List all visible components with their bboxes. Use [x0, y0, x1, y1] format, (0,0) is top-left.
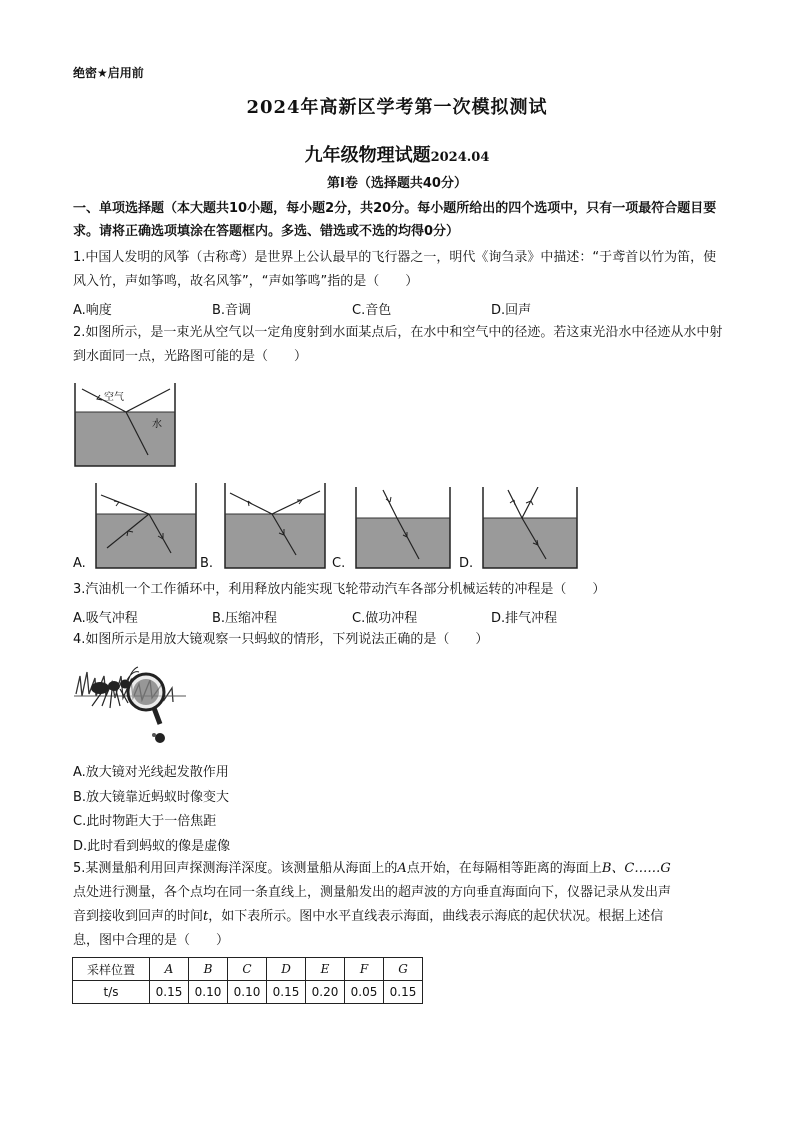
question-2: 2.如图所示，是一束光从空气以一定角度射到水面某点后，在水中和空气中的径迹。若这束光沿水中径迹从水中射到水面同一点，光路图可能的是（ ）: [73, 325, 723, 364]
table-cell: 0.15: [150, 981, 189, 1004]
table-row: [73, 958, 423, 981]
table-cell: F: [345, 958, 384, 981]
table-cell: B: [189, 958, 228, 981]
q4-option-b: B.放大镜靠近蚂蚁时像变大: [73, 790, 230, 805]
q4-ant-magnifier-figure: [74, 662, 186, 748]
table-cell: 0.20: [306, 981, 345, 1004]
table-cell: 0.05: [345, 981, 384, 1004]
q2-figure-d: [482, 487, 578, 569]
table-cell: 0.10: [228, 981, 267, 1004]
q2-figure-b: [224, 483, 326, 569]
q5-var-t: t: [203, 909, 209, 924]
q2-main-figure: [74, 383, 176, 467]
q5-line-4: 息，图中合理的是（ ）: [73, 933, 230, 948]
q5-line-2: 点处进行测量，各个点均在同一条直线上，测量船发出的超声波的方向垂直海面向下，仪器记录从发出声: [73, 885, 672, 900]
exam-subtitle: [0, 141, 794, 167]
table-row-head: t/s: [73, 981, 150, 1004]
exam-title: 2024年高新区学考第一次模拟测试: [246, 97, 548, 118]
table-cell: 0.10: [189, 981, 228, 1004]
q5-data-table: [72, 957, 423, 1004]
question-5: [73, 857, 723, 953]
q3-option-b: B.压缩冲程: [212, 611, 278, 626]
q5-text: ，如下表所示。图中水平直线表示海面，曲线表示海底的起伏状况。根据上述信: [208, 909, 664, 924]
q2-option-b: B.: [200, 556, 214, 571]
fig-water-label: 水: [152, 419, 162, 430]
table-cell: G: [384, 958, 423, 981]
q5-text: 音到接收到回声的时间: [73, 909, 204, 924]
subtitle-text: 九年级物理试题: [304, 145, 431, 166]
q1-option-c: C.音色: [352, 303, 392, 318]
table-cell: D: [267, 958, 306, 981]
question-3: 3.汽油机一个工作循环中，利用释放内能实现飞轮带动汽车各部分机械运转的冲程是（ ）: [73, 582, 606, 597]
q1-option-b: B.音调: [212, 303, 252, 318]
volume-heading: 第Ⅰ卷（选择题共40分）: [327, 176, 467, 191]
fig-air-label: 空气: [104, 392, 124, 403]
table-row-head: 采样位置: [73, 958, 150, 981]
subtitle-date: 2024.04: [430, 150, 490, 165]
table-cell: E: [306, 958, 345, 981]
q4-option-a: A.放大镜对光线起发散作用: [73, 765, 229, 780]
section-heading: 一、单项选择题（本大题共10小题，每小题2分，共20分。每小题所给出的四个选项中，只有一项最符合题目要求。请将正确选项填涂在答题框内。多选、错选或不选的均得0分）: [73, 201, 717, 239]
q5-text: 点开始，在每隔相等距离的海面上: [406, 861, 602, 876]
q4-option-d: D.此时看到蚂蚁的像是虚像: [73, 839, 231, 854]
table-cell: C: [228, 958, 267, 981]
q5-text: 5.某测量船利用回声探测海洋深度。该测量船从海面上的: [73, 861, 398, 876]
table-cell: 0.15: [384, 981, 423, 1004]
q5-points-b-to-g: B、C……G: [601, 861, 671, 876]
q2-option-d: D.: [459, 556, 474, 571]
q3-option-c: C.做功冲程: [352, 611, 418, 626]
q3-option-a: A.吸气冲程: [73, 611, 138, 626]
q3-option-d: D.排气冲程: [491, 611, 558, 626]
confidential-label: 绝密★启用前: [73, 66, 144, 80]
question-1: 1.中国人发明的风筝（古称鸢）是世界上公认最早的飞行器之一，明代《询刍录》中描述：“于鸢首以竹为笛，使风入竹，声如筝鸣，故名风筝”，“声如筝鸣”指的是（ ）: [73, 250, 717, 289]
q1-option-d: D.回声: [491, 303, 532, 318]
table-cell: A: [150, 958, 189, 981]
q5-line-1: [73, 857, 723, 881]
q2-option-c: C.: [332, 556, 346, 571]
question-4: 4.如图所示是用放大镜观察一只蚂蚁的情形，下列说法正确的是（ ）: [73, 632, 489, 647]
table-cell: 0.15: [267, 981, 306, 1004]
q1-option-a: A.响度: [73, 303, 112, 318]
q4-option-c: C.此时物距大于一倍焦距: [73, 814, 217, 829]
table-row: [73, 981, 423, 1004]
q2-figure-a: [95, 483, 197, 569]
q2-figure-c: [355, 487, 451, 569]
q2-option-a: A.: [73, 556, 86, 571]
q5-line-3: [73, 905, 723, 929]
q5-point-a: A: [397, 861, 407, 876]
